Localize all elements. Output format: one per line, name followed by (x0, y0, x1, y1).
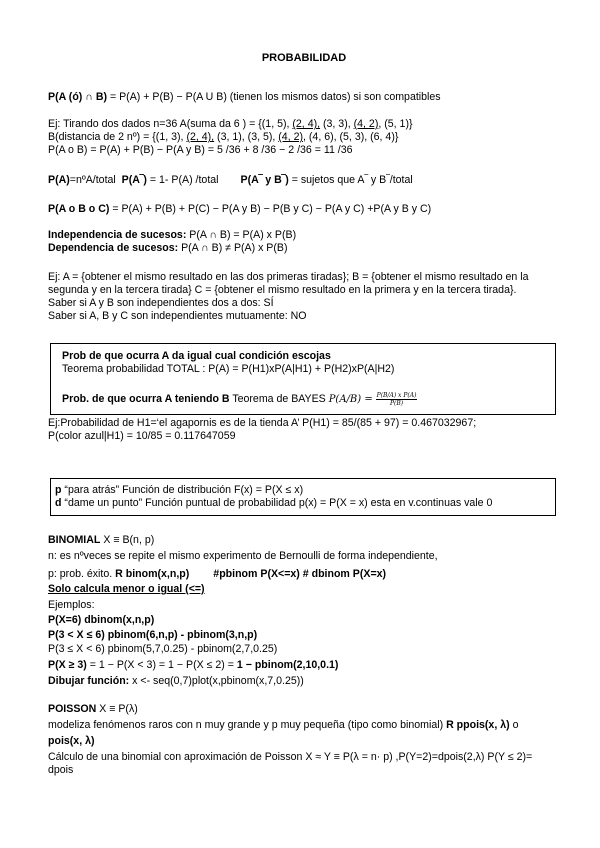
binomial-plot-line: Dibujar función: x <- seq(0,7)plot(x,pbinom(x,7,0.25)) (48, 675, 304, 687)
theorems-box (50, 343, 556, 415)
poisson-heading: POISSON X ≡ P(λ) (48, 703, 138, 715)
independence-line: Independencia de sucesos: P(A ∩ B) = P(A) x P(B) (48, 229, 297, 241)
binomial-heading: BINOMIAL X ≡ B(n, p) (48, 534, 155, 546)
poisson-line-3: Cálculo de una binomial con aproximación de Poisson X ≈ Y ≡ P(λ = n· p) ,P(Y=2)=dpois(2,λ) P(Y ≤ 2)= (48, 751, 533, 763)
dice-example-line-1: Ej: Tirando dos dados n=36 A(suma da 6 ) = {(1, 5), (2, 4), (3, 3), (4, 2), (5, 1)} (48, 118, 413, 130)
indep-example-line-3: Saber si A y B son independientes dos a dos: SÍ (48, 297, 274, 309)
binomial-example-2: P(3 < X ≤ 6) pbinom(6,n,p) - pbinom(3,n,p) (48, 629, 258, 641)
dice-example-line-3: P(A o B) = P(A) + P(B) − P(A y B) = 5 /36 + 8 /36 − 2 /36 = 11 /36 (48, 144, 353, 156)
indep-example-line-2: segunda y en la tercera tirada} C = {obtener el mismo resultado en la primera y en la tercera tirada}. (48, 284, 517, 296)
bayes-example-line-2: P(color azul|H1) = 10/85 = 0.117647059 (48, 430, 236, 442)
binomial-n-line: n: es nºveces se repite el mismo experimento de Bernoulli de forma independiente, (48, 550, 438, 562)
page-title: PROBABILIDAD (261, 52, 347, 64)
p-function-line: p “para atrás” Función de distribución F(x) = P(X ≤ x) (55, 484, 304, 496)
total-prob-theorem: Teorema probabilidad TOTAL : P(A) = P(H1)xP(A|H1) + P(H2)xP(A|H2) (62, 363, 395, 375)
binomial-example-3: P(3 ≤ X < 6) pbinom(5,7,0.25) - pbinom(2,7,0.25) (48, 643, 278, 655)
binomial-example-4: P(X ≥ 3) = 1 − P(X < 3) = 1 − P(X ≤ 2) = 1 − pbinom(2,10,0.1) (48, 659, 339, 671)
bayes-theorem: Prob. de que ocurra A teniendo B Teorema de BAYES P(A/B) = $\frac{\text{P(B/A) x P(A)}}{P(B)}$ (62, 391, 417, 407)
indep-example-line-4: Saber si A, B y C son independientes mutuamente: NO (48, 310, 307, 322)
union-three-formula: P(A o B o C) = P(A) + P(B) + P(C) − P(A y B) − P(B y C) − P(A y C) +P(A y B y C) (48, 203, 432, 215)
union-formula: P(A (ó) ∩ B) = P(A) + P(B) − P(A U B) (tienen los mismos datos) si son compatibles (48, 91, 441, 103)
poisson-line-1: modeliza fenómenos raros con n muy grande y p muy pequeña (tipo como binomial) R ppois(x, λ) o (48, 719, 519, 731)
d-function-line: d “dame un punto” Función puntual de probabilidad p(x) = P(X = x) esta en v.continuas vale 0 (55, 497, 493, 509)
binomial-examples-label: Ejemplos: (48, 599, 95, 611)
bayes-fraction: $\frac{\text{P(B/A) x P(A)}}{P(B)}$ (376, 391, 417, 407)
total-prob-heading: Prob de que ocurra A da igual cual condición escojas (62, 350, 331, 362)
poisson-line-2: pois(x, λ) (48, 735, 95, 747)
bayes-example-line-1: Ej:Probabilidad de H1=‘el agapornis es de la tienda A’ P(H1) = 85/(85 + 97) = 0.467032967; (48, 417, 477, 429)
complement-formulas: P(A)=nºA/total P(A‾) = 1- P(A) /total P(A‾ y B‾) = sujetos que A‾ y B‾/total (48, 174, 413, 186)
dependence-line: Dependencia de sucesos: P(A ∩ B) ≠ P(A) x P(B) (48, 242, 288, 254)
binomial-p-line: p: prob. éxito. R binom(x,n,p) #pbinom P(X<=x) # dbinom P(X=x) (48, 568, 387, 580)
poisson-line-4: dpois (48, 764, 74, 776)
indep-example-line-1: Ej: A = {obtener el mismo resultado en las dos primeras tiradas}; B = {obtener el mismo resultado en la (48, 271, 529, 283)
binomial-example-1: P(X=6) dbinom(x,n,p) (48, 614, 155, 626)
binomial-solo-line: Solo calcula menor o igual (<=) (48, 583, 205, 595)
functions-box (50, 478, 556, 516)
dice-example-line-2: B(distancia de 2 nº) = {(1, 3), (2, 4), (3, 1), (3, 5), (4, 2), (4, 6), (5, 3), (6, 4)} (48, 131, 399, 143)
